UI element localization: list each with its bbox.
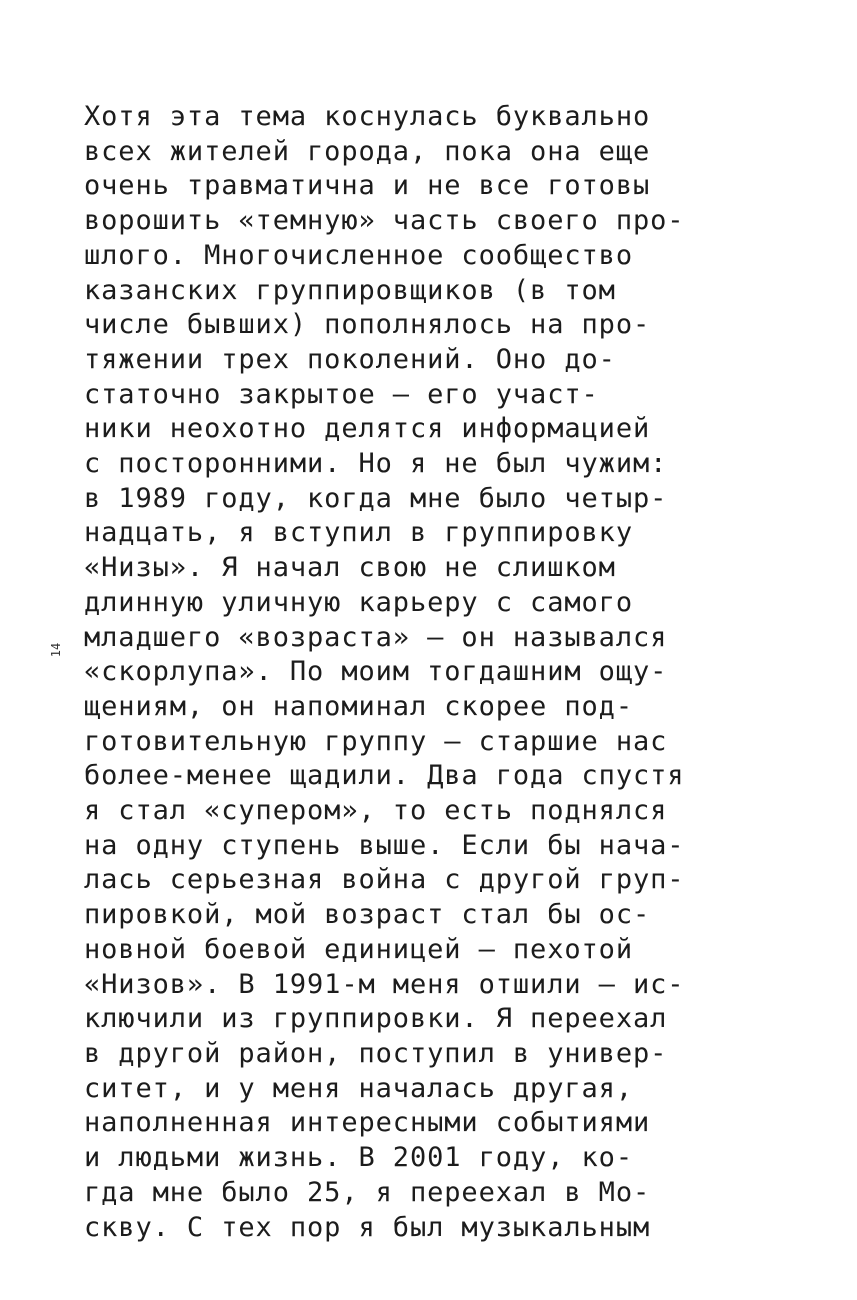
text-line: я стал «супером», то есть поднялся bbox=[84, 795, 668, 827]
text-line: готовительную группу — старшие нас bbox=[84, 725, 668, 757]
text-line: тяжении трех поколений. Оно до- bbox=[84, 343, 616, 375]
text-line: Хотя эта тема коснулась буквально bbox=[84, 101, 651, 132]
text-line: статочно закрытое — его участ- bbox=[84, 378, 599, 410]
text-line: ворошить «темную» часть своего про- bbox=[84, 205, 685, 237]
text-line: шлого. Многочисленное сообщество bbox=[84, 239, 633, 271]
text-line: ситет, и у меня началась другая, bbox=[84, 1072, 633, 1104]
text-line: младшего «возраста» — он назывался bbox=[84, 621, 668, 653]
text-line: лась серьезная война с другой груп- bbox=[84, 864, 685, 896]
text-line: гда мне было 25, я переехал в Мо- bbox=[84, 1176, 651, 1208]
text-line: «Низы». Я начал свою не слишком bbox=[84, 552, 616, 584]
page-number: 14 bbox=[49, 642, 63, 658]
text-line: длинную уличную карьеру с самого bbox=[84, 586, 633, 618]
text-line: в другой район, поступил в универ- bbox=[84, 1037, 668, 1069]
text-line: более-менее щадили. Два года спустя bbox=[84, 760, 685, 792]
text-line: с посторонними. Но я не был чужим: bbox=[84, 448, 668, 480]
text-line: новной боевой единицей — пехотой bbox=[84, 933, 633, 965]
text-line: наполненная интересными событиями bbox=[84, 1107, 651, 1139]
body-text bbox=[84, 100, 784, 1245]
text-line: «скорлупа». По моим тогдашним ощу- bbox=[84, 656, 668, 688]
text-line: ники неохотно делятся информацией bbox=[84, 413, 651, 445]
text-line: щениям, он напоминал скорее под- bbox=[84, 690, 633, 722]
text-line: очень травматична и не все готовы bbox=[84, 170, 651, 202]
text-line: надцать, я вступил в группировку bbox=[84, 517, 633, 549]
text-line: в 1989 году, когда мне было четыр- bbox=[84, 482, 668, 514]
text-line: ключили из группировки. Я переехал bbox=[84, 1003, 668, 1035]
text-line: и людьми жизнь. В 2001 году, ко- bbox=[84, 1142, 633, 1174]
text-line: скву. С тех пор я был музыкальным bbox=[84, 1211, 651, 1243]
text-line: числе бывших) пополнялось на про- bbox=[84, 309, 651, 341]
text-line: казанских группировщиков (в том bbox=[84, 274, 616, 306]
text-line: всех жителей города, пока она еще bbox=[84, 135, 651, 167]
text-line: «Низов». В 1991-м меня отшили — ис- bbox=[84, 968, 685, 1000]
text-line: на одну ступень выше. Если бы нача- bbox=[84, 829, 685, 861]
text-line: пировкой, мой возраст стал бы ос- bbox=[84, 899, 651, 931]
